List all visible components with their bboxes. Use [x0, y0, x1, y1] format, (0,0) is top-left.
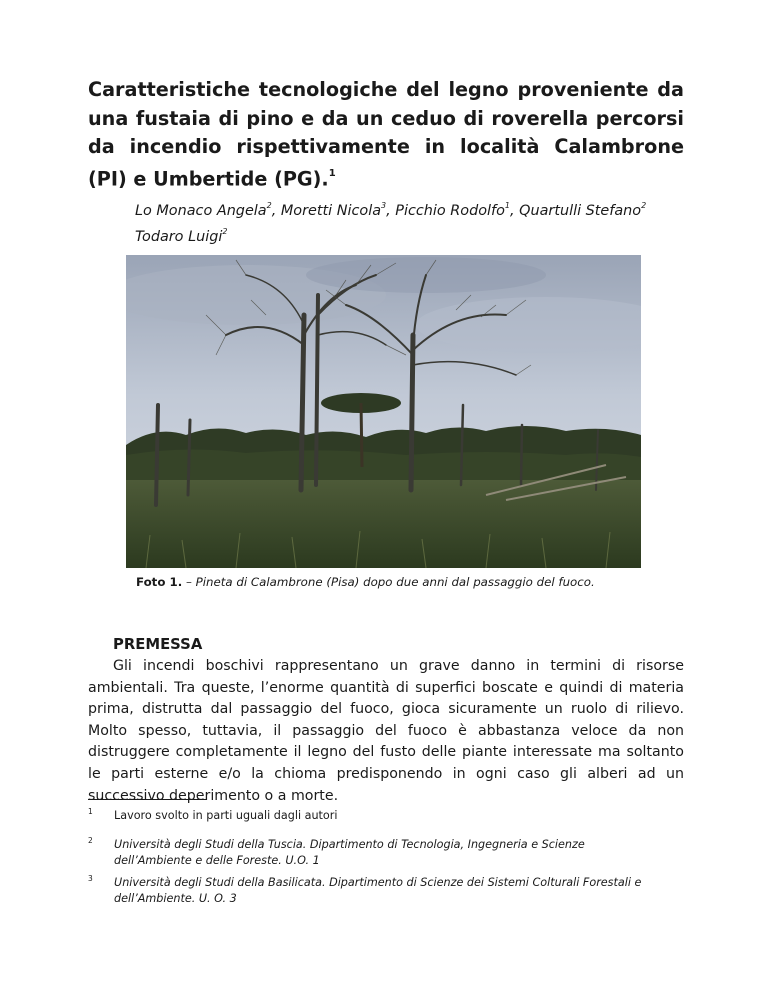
footnote-2	[88, 837, 684, 869]
footnote-text: Università degli Studi della Tuscia. Dipartimento di Tecnologia, Ingegneria e Scienze dell’Ambiente e delle Foreste. U.O. 1	[114, 838, 585, 867]
author: Moretti Nicola$^3$,	[280, 201, 396, 219]
section-body-paragraph: Gli incendi boschivi rappresentano un grave danno in termini di risorse ambientali. Tra queste, l’enorme quantità di superfici boscate e quindi di materia prima, distrutta dal passaggio del fuoco, gioca sicuramente un ruolo di rilievo. Molto spesso, tuttavia, il passaggio del fuoco è abbastanza veloce da non distruggere completamente il legno del fusto delle piante interessate ma soltanto le parti esterne e/o la chioma predisponendo in ogni caso gli alberi ad un successivo deperimento o a morte.	[88, 658, 684, 804]
author: Quartulli Stefano$^2$	[519, 201, 647, 219]
footnote-1	[88, 808, 684, 824]
figure-caption	[136, 574, 656, 590]
footnote-text: Università degli Studi della Basilicata. Dipartimento di Scienze dei Sistemi Colturali Forestali e dell’Ambiente. U. O. 3	[114, 876, 642, 905]
author: Picchio Rodolfo$^1$,	[395, 201, 520, 219]
figure-caption-text: – Pineta di Calambrone (Pisa) dopo due anni dal passaggio del fuoco.	[182, 575, 595, 589]
author-list	[135, 196, 695, 249]
author-affiliation-mark: 2	[222, 227, 228, 237]
footnote-number: 3	[88, 874, 93, 883]
footnote-number: 1	[88, 807, 93, 816]
author-affiliation-mark: 2	[266, 201, 272, 210]
author-affiliation-mark: 2	[641, 201, 647, 210]
author-affiliation-mark: 3	[381, 201, 387, 210]
figure-caption-label: Foto 1.	[136, 575, 183, 589]
author: Todaro Luigi$^2$	[135, 227, 228, 246]
footnote-number: 2	[88, 836, 93, 845]
figure-photo-burned-pine-forest	[126, 255, 641, 568]
footnote-text: Lavoro svolto in parti uguali dagli autori	[114, 809, 338, 822]
paper-title	[88, 76, 684, 193]
footnote-3	[88, 875, 684, 907]
title-footnote-mark: 1	[328, 167, 336, 179]
section-heading: PREMESSA	[113, 636, 203, 653]
paper-title-text: Caratteristiche tecnologiche del legno proveniente da una fustaia di pino e da un ceduo di roverella percorsi da incendio rispettivamente in località Calambrone (PI) e Umbertide (PG).	[88, 78, 684, 190]
footnote-divider	[88, 799, 206, 800]
author-affiliation-mark: 1	[504, 201, 510, 210]
landscape-illustration	[126, 255, 641, 568]
author: Lo Monaco Angela$^2$,	[135, 201, 281, 219]
